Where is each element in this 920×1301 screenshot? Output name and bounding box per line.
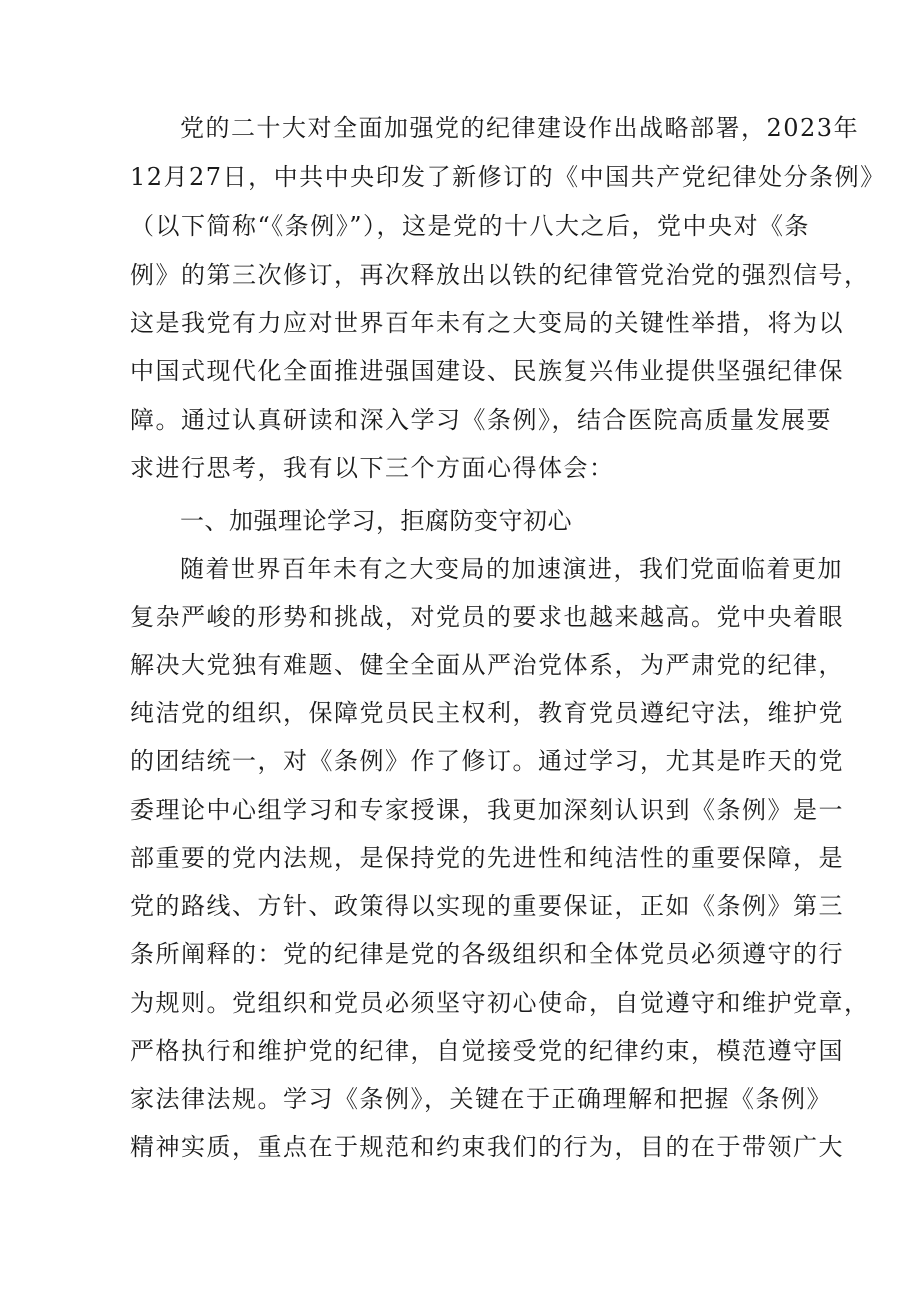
section-1-line: 纯洁党的组织，保障党员民主权利，教育党员遵纪守法，维护党 [130, 699, 844, 727]
section-1-line: 家法律法规。学习《条例》，关键在于正确理解和把握《条例》 [130, 1085, 832, 1113]
paragraph-1-line: 例》的第三次修订，再次释放出以铁的纪律管党治党的强烈信号， [130, 261, 870, 289]
paragraph-1-line: 障。通过认真研读和深入学习《条例》，结合医院高质量发展要 [130, 406, 832, 434]
section-1-line: 委理论中心组学习和专家授课，我更加深刻认识到《条例》是一 [130, 796, 844, 824]
paragraph-1-line: 党的二十大对全面加强党的纪律建设作出战略部署，2023年 [180, 114, 860, 142]
section-1-line: 条所阐释的：党的纪律是党的各级组织和全体党员必须遵守的行 [130, 940, 844, 968]
paragraph-1-line: 这是我党有力应对世界百年未有之大变局的关键性举措，将为以 [130, 309, 844, 337]
section-1-line: 部重要的党内法规，是保持党的先进性和纯洁性的重要保障，是 [130, 844, 844, 872]
section-1-line: 复杂严峻的形势和挑战，对党员的要求也越来越高。党中央着眼 [130, 603, 844, 631]
section-1-line: 为规则。党组织和党员必须坚守初心使命，自觉遵守和维护党章， [130, 989, 870, 1017]
section-1-line: 随着世界百年未有之大变局的加速演进，我们党面临着更加 [180, 555, 843, 583]
paragraph-1-line: （以下简称“《条例》”），这是党的十八大之后，党中央对《条 [130, 212, 811, 240]
paragraph-1-line: 求进行思考，我有以下三个方面心得体会： [130, 454, 615, 482]
section-1-line: 解决大党独有难题、健全全面从严治党体系，为严肃党的纪律， [130, 651, 844, 679]
paragraph-1-line: 中国式现代化全面推进强国建设、民族复兴伟业提供坚强纪律保 [130, 357, 844, 385]
section-1-line: 精神实质，重点在于规范和约束我们的行为，目的在于带领广大 [130, 1133, 844, 1161]
section-1-line: 党的路线、方针、政策得以实现的重要保证，正如《条例》第三 [130, 892, 844, 920]
section-1-line: 严格执行和维护党的纪律，自觉接受党的纪律约束，模范遵守国 [130, 1037, 844, 1065]
paragraph-1-line: 12月27日，中共中央印发了新修订的《中国共产党纪律处分条例》 [130, 163, 886, 191]
section-1-heading: 一、加强理论学习，拒腐防变守初心 [180, 507, 572, 535]
section-1-line: 的团结统一，对《条例》作了修订。通过学习，尤其是昨天的党 [130, 747, 844, 775]
